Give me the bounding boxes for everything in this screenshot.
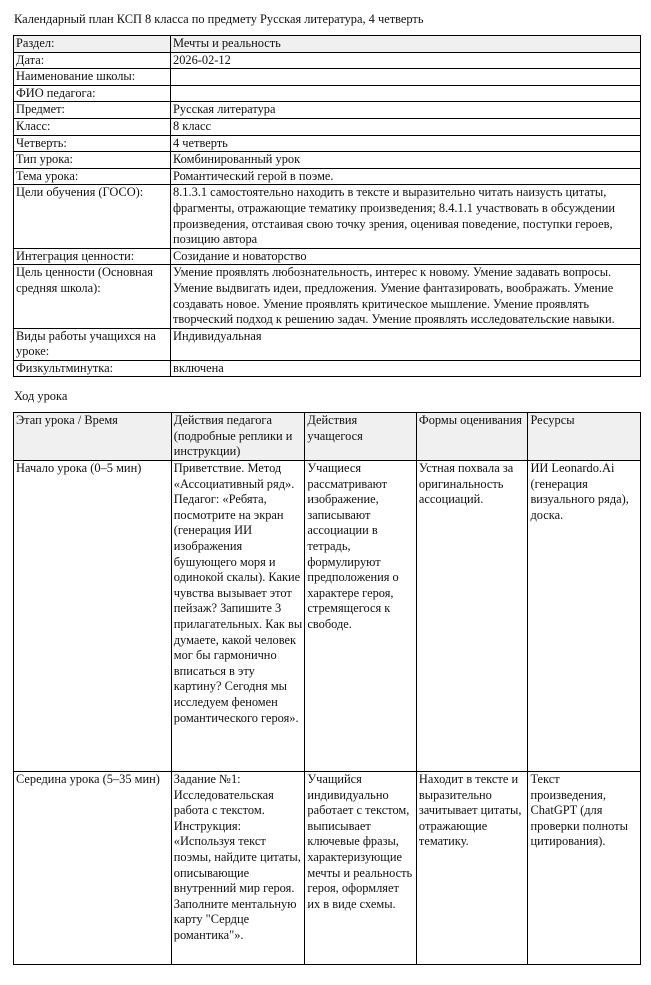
lesson-row (14, 461, 641, 772)
info-value: 4 четверть (171, 135, 641, 152)
column-header-resources: Ресурсы (528, 413, 641, 461)
teacher-actions-cell: Задание №1: Исследовательская работа с текстом. Инструкция: «Используя текст поэмы, найдите цитаты, описывающие внутренний мир героя. Заполните ментальную карту "Сердце романтика"». (171, 772, 305, 965)
info-label: Интеграция ценности: (14, 248, 171, 265)
page-title: Календарный план КСП 8 класса по предмету Русская литература, 4 четверть (14, 12, 424, 26)
info-label: Физкультминутка: (14, 360, 171, 377)
student-actions-cell: Учащиеся рассматривают изображение, записывают ассоциации в тетрадь, формулируют предположения о характере героя, стремящегося к свободе. (305, 461, 417, 772)
info-value (171, 85, 641, 102)
info-row (14, 52, 641, 69)
info-value: Умение проявлять любознательность, интерес к новому. Умение задавать вопросы. Умение выдвигать идеи, предложения. Умение фантазировать, воображать. Умение создавать новое. Умение проявлять критическое мышление. Умение проявлять творческий подход к решению задач. Умение проявлять исследовательские навыки. (171, 265, 641, 328)
column-header-assessment: Формы оценивания (416, 413, 528, 461)
info-label: Виды работы учащихся на уроке: (14, 328, 171, 360)
info-value: Созидание и новаторство (171, 248, 641, 265)
info-label: Тип урока: (14, 152, 171, 169)
teacher-actions-cell: Приветствие. Метод «Ассоциативный ряд». Педагог: «Ребята, посмотрите на экран (генерация ИИ изображения бушующего моря и одинокой скалы). Какие чувства вызывает этот пейзаж? Запишите 3 прилагательных. Как вы думаете, какой человек мог бы гармонично вписаться в эту картину? Сегодня мы исследуем феномен романтического героя». (171, 461, 305, 772)
info-label: Наименование школы: (14, 69, 171, 86)
info-row (14, 265, 641, 328)
info-label: Цели обучения (ГОСО): (14, 185, 171, 248)
info-value (171, 69, 641, 86)
column-header-teacher: Действия педагога (подробные реплики и инструкции) (171, 413, 305, 461)
info-label: Дата: (14, 52, 171, 69)
info-value: 8 класс (171, 118, 641, 135)
info-row (14, 185, 641, 248)
info-value: включена (171, 360, 641, 377)
info-label: ФИО педагога: (14, 85, 171, 102)
column-header-stage: Этап урока / Время (14, 413, 172, 461)
student-actions-cell: Учащийся индивидуально работает с текстом, выписывает ключевые фразы, характеризующие мечты и реальность героя, оформляет их в виде схемы. (305, 772, 417, 965)
info-row (14, 85, 641, 102)
info-row (14, 69, 641, 86)
info-row (14, 360, 641, 377)
lesson-header-row (14, 413, 641, 461)
info-row (14, 118, 641, 135)
info-label: Цель ценности (Основная средняя школа): (14, 265, 171, 328)
info-label: Тема урока: (14, 168, 171, 185)
info-value: Русская литература (171, 102, 641, 119)
info-value: Индивидуальная (171, 328, 641, 360)
lesson-row (14, 772, 641, 965)
lesson-table (13, 412, 641, 965)
info-label: Класс: (14, 118, 171, 135)
info-value: Комбинированный урок (171, 152, 641, 169)
info-label: Раздел: (14, 36, 171, 53)
section-heading: Ход урока (14, 389, 68, 403)
info-value: 8.1.3.1 самостоятельно находить в тексте и выразительно читать наизусть цитаты, фрагменты, отражающие тематику произведения; 8.4.1.1 участвовать в обсуждении произведения, отстаивая свою точку зрения, оценивая поведение, поступки героев, позицию автора (171, 185, 641, 248)
column-header-student: Действия учащегося (305, 413, 417, 461)
info-value: Романтический герой в поэме. (171, 168, 641, 185)
info-row (14, 135, 641, 152)
assessment-cell: Устная похвала за оригинальность ассоциаций. (416, 461, 528, 772)
info-table (13, 35, 641, 377)
resources-cell: ИИ Leonardo.Ai (генерация визуального ряда), доска. (528, 461, 641, 772)
info-row (14, 102, 641, 119)
info-label: Четверть: (14, 135, 171, 152)
info-label: Предмет: (14, 102, 171, 119)
info-value: Мечты и реальность (171, 36, 641, 53)
stage-cell: Начало урока (0–5 мин) (14, 461, 172, 772)
info-row (14, 328, 641, 360)
info-row (14, 248, 641, 265)
resources-cell: Текст произведения, ChatGPT (для проверки полноты цитирования). (528, 772, 641, 965)
info-value: 2026-02-12 (171, 52, 641, 69)
info-row (14, 152, 641, 169)
info-row (14, 36, 641, 53)
assessment-cell: Находит в тексте и выразительно зачитывает цитаты, отражающие тематику. (416, 772, 528, 965)
info-row (14, 168, 641, 185)
stage-cell: Середина урока (5–35 мин) (14, 772, 172, 965)
